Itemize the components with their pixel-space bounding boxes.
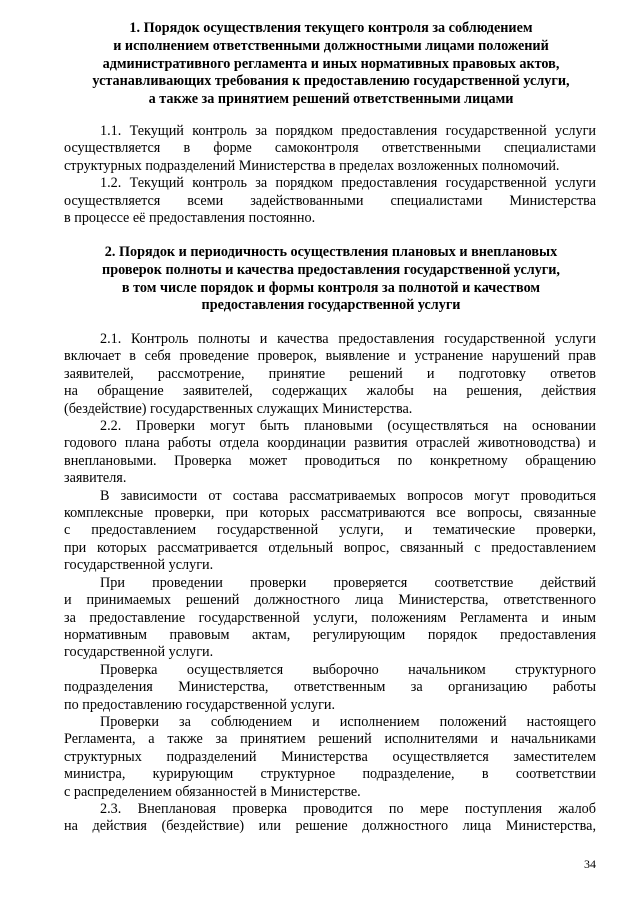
heading-line: в том числе порядок и формы контроля за полнотой и качеством [121, 279, 541, 296]
text-line: с предоставлением государственной услуги, и тематические проверки, [64, 522, 596, 539]
heading-line: проверок полноты и качества предоставления государственной услуги, [102, 261, 560, 278]
paragraph-2-2-check [64, 575, 596, 662]
heading-line: а также за принятием решений ответственными лицами [148, 91, 514, 108]
text-line: с распределением обязанностей в Министерстве. [64, 783, 361, 800]
paragraph-2-3 [64, 801, 596, 836]
text-line: годового плана работы отдела координации развития отраслей животноводства) и [64, 435, 596, 452]
paragraph-2-2-selective [64, 662, 596, 714]
text-line: структурных подразделений Министерства в пределах возложенных полномочий. [64, 157, 560, 174]
paragraph-2-2-scope [64, 488, 596, 575]
heading-line: предоставления государственной услуги [201, 297, 461, 314]
text-line: В зависимости от состава рассматриваемых вопросов могут проводиться [100, 487, 596, 504]
text-line: 1.1. Текущий контроль за порядком предоставления государственной услуги [100, 123, 596, 139]
section-1-body [64, 123, 596, 227]
text-line: 2.3. Внеплановая проверка проводится по мере поступления жалоб [100, 800, 596, 817]
text-line: внеплановыми. Проверка может проводиться по конкретному обращению [64, 452, 596, 469]
text-line: При проведении проверки проверяется соответствие действий [100, 574, 596, 591]
text-line: Проверка осуществляется выборочно начальником структурного [100, 661, 596, 678]
text-line: министра, курирующим структурное подразделение, в соответствии [64, 766, 596, 783]
text-line: осуществляется всеми задействованными специалистами Министерства [64, 192, 596, 209]
section-1-heading [64, 20, 598, 109]
text-line: и принимаемых решений должностного лица Министерства, ответственного [64, 592, 596, 609]
text-line: за предоставление государственной услуги, положениям Регламента и иным [64, 609, 596, 626]
paragraph-2-1 [64, 331, 596, 418]
text-line: (бездействие) государственных служащих Министерства. [64, 400, 413, 417]
section-2-heading [64, 244, 598, 315]
heading-line: административного регламента и иных нормативных правовых актов, [102, 55, 560, 72]
text-line: включает в себя проведение проверок, выявление и устранение нарушений прав [64, 348, 596, 365]
heading-line: 1. Порядок осуществления текущего контроля за соблюдением [129, 20, 533, 36]
text-line: 2.1. Контроль полноты и качества предоставления государственной услуги [100, 331, 596, 347]
text-line: по предоставлению государственной услуги. [64, 696, 336, 713]
text-line: государственной услуги. [64, 557, 214, 574]
heading-line: и исполнением ответственными должностными лицами положений [113, 37, 549, 54]
text-line: заявителя. [64, 470, 127, 487]
text-line: государственной услуги. [64, 644, 214, 661]
paragraph-2-2 [64, 418, 596, 488]
text-line: заявителей, рассмотрение, принятие решений и подготовку ответов [64, 365, 596, 382]
text-line: на действия (бездействие) или решение должностного лица Министерства, [64, 818, 596, 835]
heading-line: устанавливающих требования к предоставлению государственной услуги, [92, 73, 570, 90]
text-line: подразделения Министерства, ответственным за организацию работы [64, 679, 596, 696]
text-line: нормативным правовым актам, регулирующим порядок предоставления [64, 626, 596, 643]
text-line: Проверки за соблюдением и исполнением положений настоящего [100, 713, 596, 730]
text-line: комплексные проверки, при которых рассматриваются все вопросы, связанные [64, 505, 596, 522]
paragraph-2-2-compliance [64, 714, 596, 801]
heading-line: 2. Порядок и периодичность осуществления плановых и внеплановых [104, 244, 558, 260]
text-line: осуществляется в форме самоконтроля ответственными специалистами [64, 140, 596, 157]
page-number: 34 [584, 857, 596, 871]
section-2-body [64, 331, 596, 836]
paragraph-1-2 [64, 175, 596, 227]
text-line: Регламента, а также за принятием решений исполнителями и начальниками [64, 731, 596, 748]
text-line: в процессе её предоставления постоянно. [64, 210, 316, 227]
text-line: 2.2. Проверки могут быть плановыми (осуществляться на основании [100, 418, 596, 435]
text-line: структурных подразделений Министерства осуществляется заместителем [64, 748, 596, 765]
text-line: на обращение заявителей, содержащих жалобы на решения, действия [64, 383, 596, 400]
text-line: при которых рассматривается отдельный вопрос, связанный с предоставлением [64, 539, 596, 556]
text-line: 1.2. Текущий контроль за порядком предоставления государственной услуги [100, 175, 596, 192]
paragraph-1-1 [64, 123, 596, 175]
